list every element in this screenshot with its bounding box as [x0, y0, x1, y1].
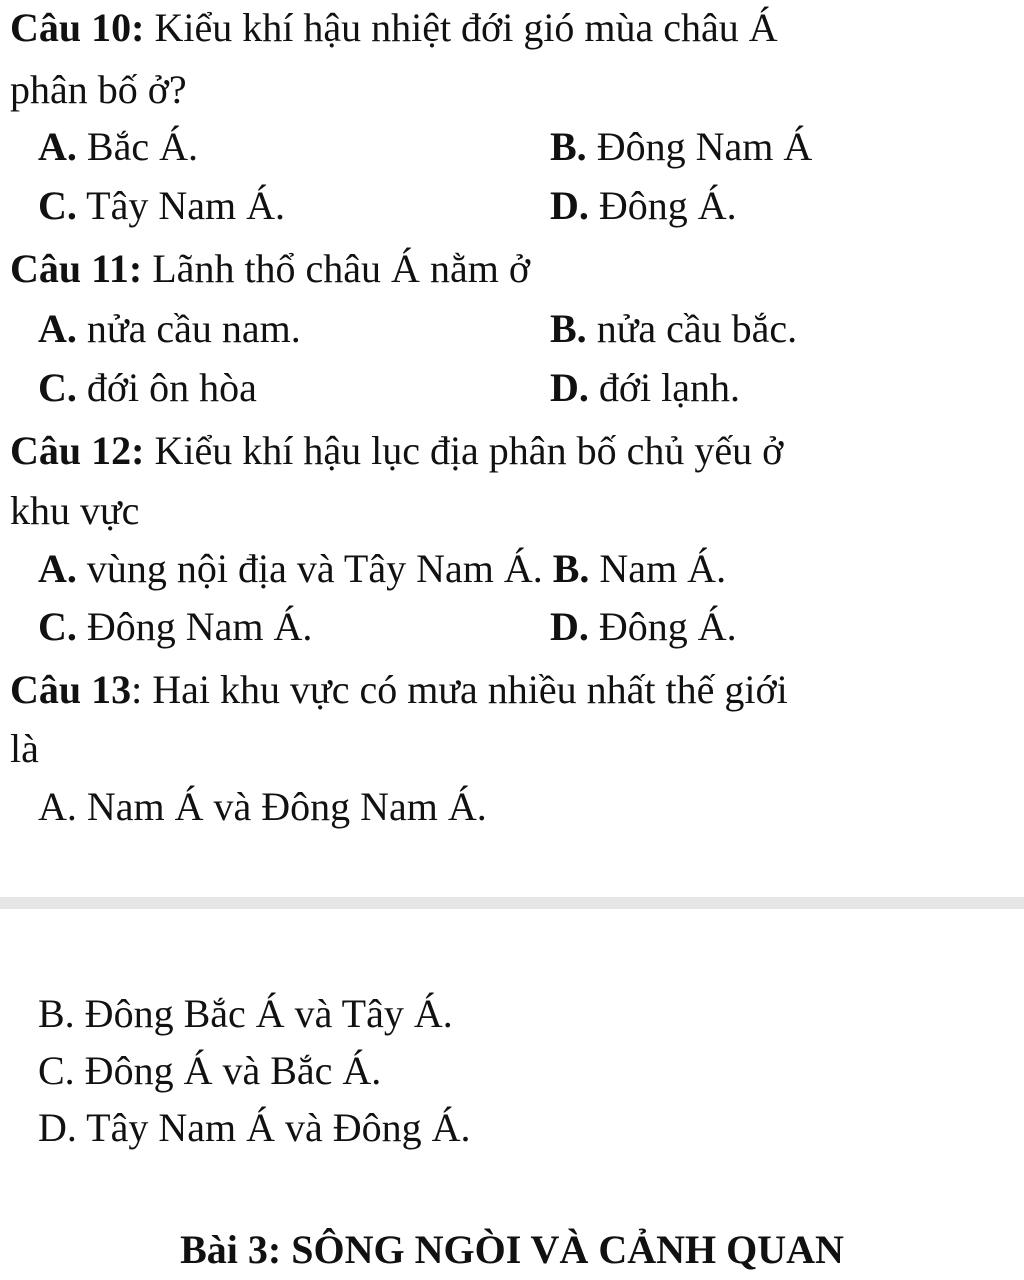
q10-option-b: B. Đông Nam Á	[550, 124, 813, 169]
question-12-line2: khu vực	[10, 488, 140, 533]
q11-option-a: A. nửa cầu nam.	[38, 306, 301, 351]
q12-option-c: C. Đông Nam Á.	[38, 604, 313, 649]
q10-option-d: D. Đông Á.	[550, 183, 737, 228]
page-divider	[0, 897, 1024, 909]
question-10-line1	[10, 4, 778, 52]
question-10-line2: phân bố ở?	[10, 67, 187, 112]
q11-option-d: D. đới lạnh.	[550, 365, 741, 410]
q13-option-d: D. Tây Nam Á và Đông Á.	[38, 1105, 471, 1150]
q12-option-d: D. Đông Á.	[550, 604, 737, 649]
q11-option-b: B. nửa cầu bắc.	[550, 306, 798, 351]
question-13-label: Câu 13	[10, 667, 132, 712]
q10-option-a: A. Bắc Á.	[38, 124, 198, 169]
q11-option-c: C. đới ôn hòa	[38, 365, 257, 410]
question-12-text: Kiểu khí hậu lục địa phân bố chủ yếu ở	[144, 428, 784, 473]
question-13-line1	[10, 666, 788, 714]
question-11-line1	[10, 245, 530, 293]
question-11-label: Câu 11:	[10, 246, 143, 291]
question-13-text: : Hai khu vực có mưa nhiều nhất thế giới	[131, 667, 788, 712]
question-10-label: Câu 10:	[10, 5, 145, 50]
question-10-text: Kiểu khí hậu nhiệt đới gió mùa châu Á	[144, 5, 778, 50]
q10-option-c: C. Tây Nam Á.	[38, 183, 285, 228]
question-12-line1	[10, 427, 783, 475]
section-title: Bài 3: SÔNG NGÒI VÀ CẢNH QUAN	[180, 1227, 844, 1272]
q13-option-a: A. Nam Á và Đông Nam Á.	[38, 784, 487, 829]
q13-option-c: C. Đông Á và Bắc Á.	[38, 1048, 382, 1093]
question-12-label: Câu 12:	[10, 428, 145, 473]
question-11-text: Lãnh thổ châu Á nằm ở	[142, 246, 530, 291]
q12-option-a-b: A. vùng nội địa và Tây Nam Á. B. Nam Á.	[38, 546, 727, 591]
question-13-line2: là	[10, 726, 39, 771]
q13-option-b: B. Đông Bắc Á và Tây Á.	[38, 991, 453, 1036]
